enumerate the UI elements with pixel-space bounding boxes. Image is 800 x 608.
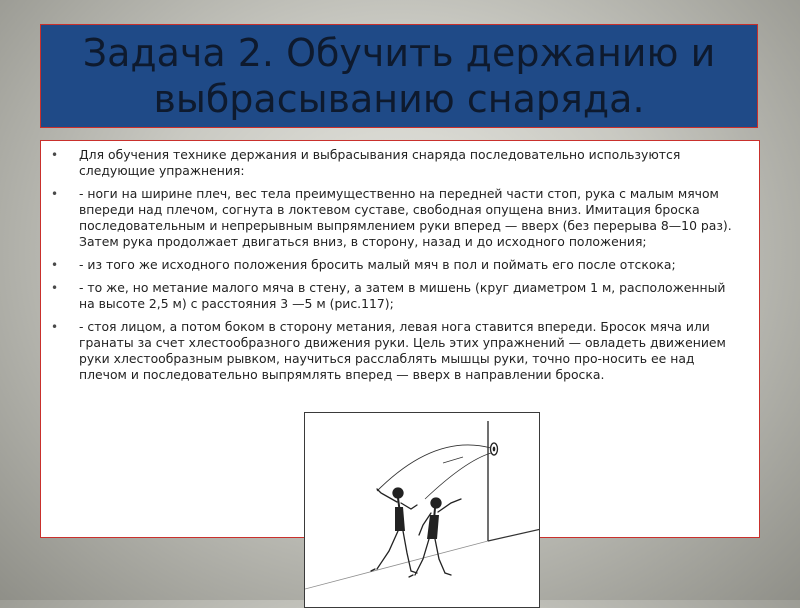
bullet-marker: • [51, 320, 59, 334]
bullet-item [51, 280, 735, 312]
bullet-item [51, 186, 735, 250]
athlete-figure-icon [371, 488, 417, 573]
bullet-list [41, 141, 759, 383]
bullet-text: - из того же исходного положения бросить малый мяч в пол и поймать его после отскока; [79, 257, 676, 272]
ball-trajectory [425, 453, 491, 499]
bullet-text: - ноги на ширине плеч, вес тела преимущественно на передней части стоп, рука с малым мячом впереди над плечом, согнута в локтевом суставе, свободная опущена вниз. Имитация броска последовательным и непрерывным выпрямлением руки вперед — вверх (без перерыва 8—10 раз). Затем рука продолжает двигаться вниз, в сторону, назад и до исходного положения; [79, 186, 732, 249]
wall-target-center-icon [493, 447, 496, 452]
bullet-text: - стоя лицом, а потом боком в сторону метания, левая нога ставится впереди. Бросок мяча или гранаты за счет хлестообразного движения руки. Цель этих упражнений — овладеть движением руки хлестообразным рывком, научиться расслаблять мышцы руки, точно про-носить ее над плечом и последовательно выпрямлять вперед — вверх в направлении броска. [79, 319, 726, 382]
slide-title: Задача 2. Обучить держанию и выбрасыванию снаряда. [82, 31, 716, 121]
slide-title-bar [40, 24, 758, 128]
bullet-marker: • [51, 187, 59, 201]
floor-wall-edge [488, 529, 540, 541]
throwing-illustration-drawing [305, 413, 540, 608]
bullet-marker: • [51, 258, 59, 272]
bullet-item [51, 257, 735, 273]
bullet-marker: • [51, 148, 59, 162]
athlete-figure-icon [409, 498, 461, 577]
floor-line [305, 541, 488, 589]
ball-trajectory [443, 457, 463, 463]
ball-trajectory [377, 445, 491, 491]
throwing-illustration [304, 412, 540, 608]
bullet-item [51, 147, 735, 179]
bullet-text: - то же, но метание малого мяча в стену, а затем в мишень (круг диаметром 1 м, расположенный на высоте 2,5 м) с расстояния 3 —5 м (рис.117); [79, 280, 726, 311]
bullet-marker: • [51, 281, 59, 295]
bullet-text: Для обучения технике держания и выбрасывания снаряда последовательно используются следующие упражнения: [79, 147, 681, 178]
bullet-item [51, 319, 735, 383]
